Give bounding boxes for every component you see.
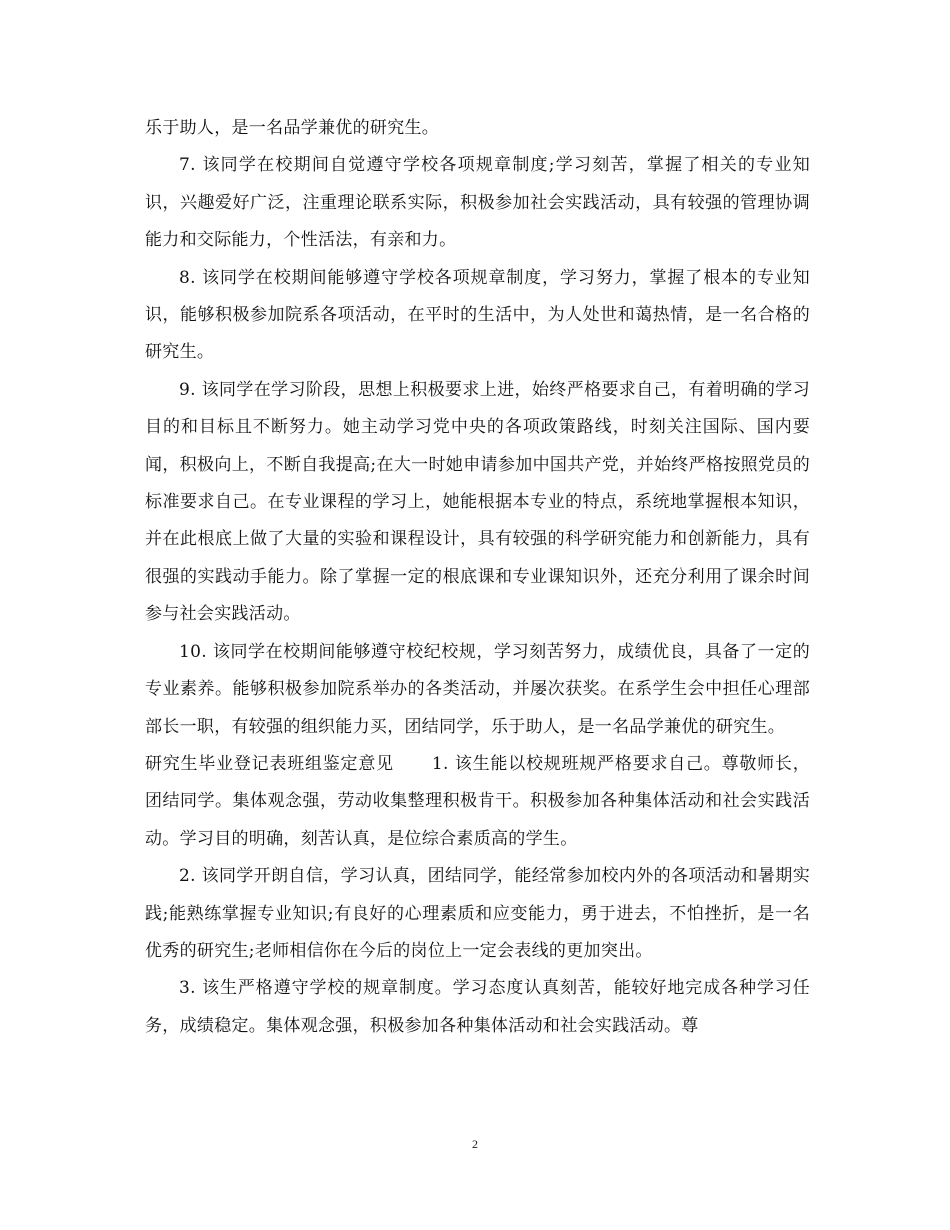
- document-body: [145, 110, 810, 1045]
- paragraph-continued: 乐于助人，是一名品学兼优的研究生。: [145, 118, 440, 138]
- paragraph-item-9: 9. 该同学在学习阶段，思想上积极要求上进，始终严格要求自己，有着明确的学习目的和目标且不断努力。她主动学习党中央的各项政策路线，时刻关注国际、国内要闻，积极向上，不断自我提高;在大一时她申请参加中国共产党，并始终严格按照党员的标准要求自己。在专业课程的学习上，她能根据本专业的特点，系统地掌握根本知识，并在此根底上做了大量的实验和课程设计，具有较强的科学研究能力和创新能力，具有很强的实践动手能力。除了掌握一定的根底课和专业课知识外，还充分利用了课余时间参与社会实践活动。: [145, 379, 810, 625]
- section-item-1: 1. 该生能以校规班规严格要求自己。尊敬师长，团结同学。集体观念强，劳动收集整理积极肯干。积极参加各种集体活动和社会实践活动。学习目的明确，刻苦认真，是位综合素质高的学生。: [145, 753, 810, 849]
- paragraph-section-item-3: 3. 该生严格遵守学校的规章制度。学习态度认真刻苦，能较好地完成各种学习任务，成绩稳定。集体观念强，积极参加各种集体活动和社会实践活动。尊: [145, 978, 810, 1036]
- paragraph-item-10: 10. 该同学在校期间能够遵守校纪校规，学习刻苦努力，成绩优良，具备了一定的专业素养。能够积极参加院系举办的各类活动，并屡次获奖。在系学生会中担任心理部部长一职，有较强的组织能力买，团结同学，乐于助人，是一名品学兼优的研究生。: [145, 641, 810, 737]
- section-paragraph: [145, 746, 810, 858]
- paragraph-item-8: 8. 该同学在校期间能够遵守学校各项规章制度，学习努力，掌握了根本的专业知识，能够积极参加院系各项活动，在平时的生活中，为人处世和蔼热情，是一名合格的研究生。: [145, 267, 810, 363]
- page-number: 2: [472, 1137, 478, 1151]
- paragraph-section-item-2: 2. 该同学开朗自信，学习认真，团结同学，能经常参加校内外的各项活动和暑期实践;能熟练掌握专业知识;有良好的心理素质和应变能力，勇于进去，不怕挫折，是一名优秀的研究生;老师相信你在今后的岗位上一定会表线的更加突出。: [145, 866, 810, 961]
- section-heading: 研究生毕业登记表班组鉴定意见: [145, 753, 394, 774]
- paragraph-item-7: 7. 该同学在校期间自觉遵守学校各项规章制度;学习刻苦，掌握了相关的专业知识，兴趣爱好广泛，注重理论联系实际，积极参加社会实践活动，具有较强的管理协调能力和交际能力，个性活法，有亲和力。: [145, 155, 810, 251]
